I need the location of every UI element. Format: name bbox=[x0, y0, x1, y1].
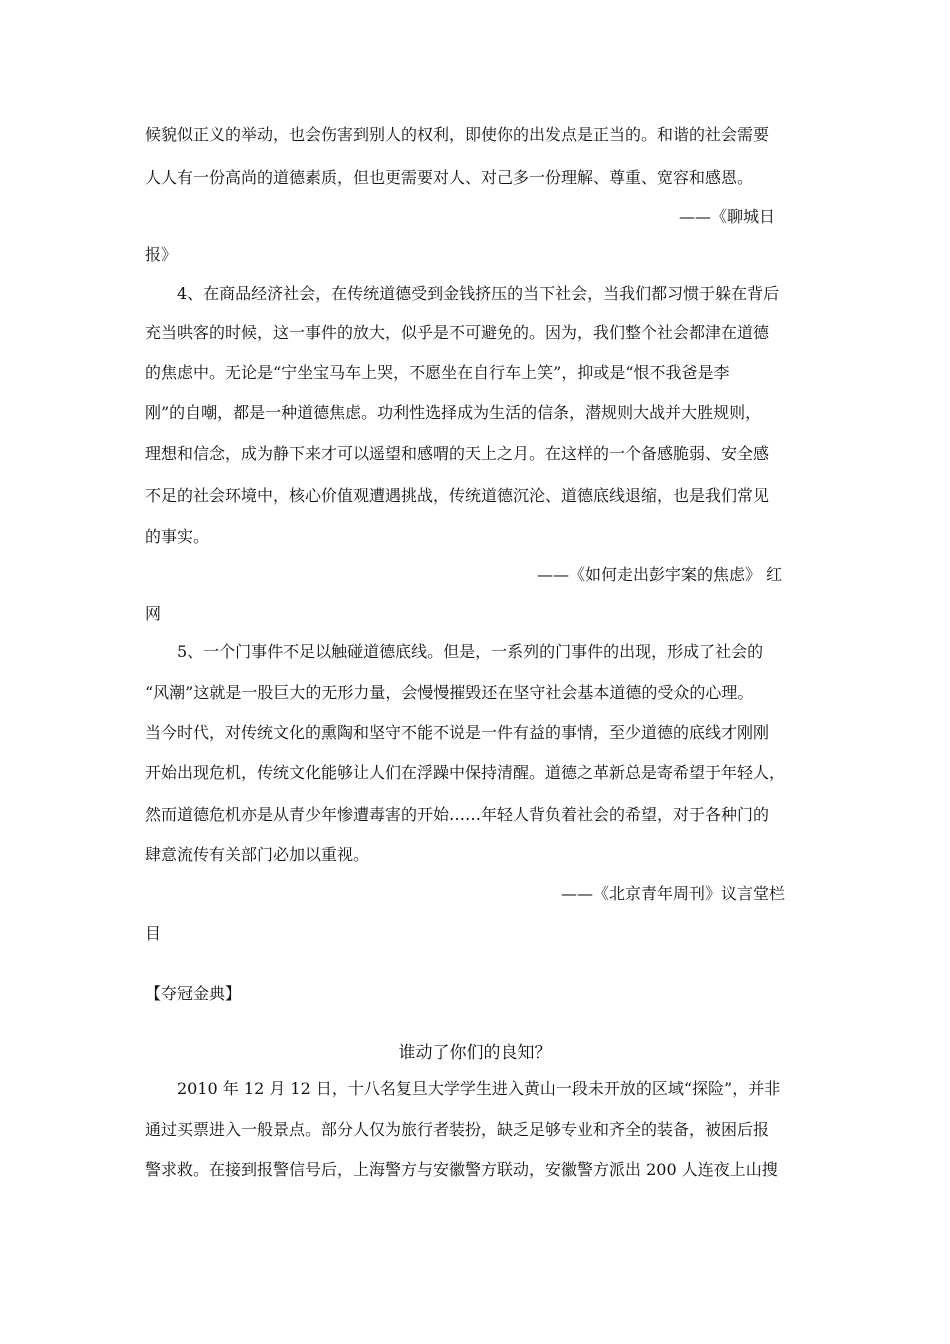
paragraph-line: 刚”的自嘲，都是一种道德焦虑。功利性选择成为生活的信条，潜规则大战并大胜规则， bbox=[145, 403, 762, 422]
paragraph-line: 的焦虑中。无论是“宁坐宝马车上哭，不愿坐在自行车上笑”，抑或是“恨不我爸是李 bbox=[145, 363, 730, 382]
paragraph-line: 2010 年 12 月 12 日，十八名复旦大学学生进入黄山一段未开放的区域“探险”，并非 bbox=[177, 1079, 781, 1098]
paragraph-line: 肆意流传有关部门必加以重视。 bbox=[145, 845, 370, 864]
source-attribution: 目 bbox=[145, 924, 162, 943]
paragraph-line: 开始出现危机，传统文化能够让人们在浮躁中保持清醒。道德之革新总是寄希望于年轻人， bbox=[145, 763, 786, 782]
article-title: 谁动了你们的良知？ bbox=[398, 1043, 552, 1063]
source-attribution: ——《北京青年周刊》议言堂栏 bbox=[561, 884, 786, 903]
source-attribution: 网 bbox=[145, 604, 162, 623]
paragraph-line: 的事实。 bbox=[145, 527, 210, 546]
paragraph-line: 人人有一份高尚的道德素质，但也更需要对人、对己多一份理解、尊重、宽容和感恩。 bbox=[145, 168, 754, 187]
paragraph-line: “风潮”这就是一股巨大的无形力量，会慢慢摧毁还在坚守社会基本道德的受众的心理。 bbox=[145, 683, 754, 702]
section-label: 【夺冠金典】 bbox=[145, 984, 242, 1003]
paragraph-line: 当今时代，对传统文化的熏陶和坚守不能不说是一件有益的事情，至少道德的底线才刚刚 bbox=[145, 723, 770, 742]
paragraph-line: 不足的社会环境中，核心价值观遭遇挑战，传统道德沉沦、道德底线退缩，也是我们常见 bbox=[145, 486, 770, 505]
paragraph-line: 然而道德危机亦是从青少年惨遭毒害的开始……年轻人背负着社会的希望，对于各种门的 bbox=[145, 805, 770, 824]
paragraph-line: 5、一个门事件不足以触碰道德底线。但是，一系列的门事件的出现，形成了社会的 bbox=[177, 642, 764, 661]
paragraph-line: 理想和信念，成为静下来才可以遥望和感喟的天上之月。在这样的一个备感脆弱、安全感 bbox=[145, 444, 770, 463]
paragraph-line: 警求救。在接到报警信号后，上海警方与安徽警方联动，安徽警方派出 200 人连夜上山搜 bbox=[145, 1160, 778, 1179]
paragraph-line: 通过买票进入一般景点。部分人仅为旅行者装扮，缺乏足够专业和齐全的装备，被困后报 bbox=[145, 1120, 770, 1139]
paragraph-line: 4、在商品经济社会，在传统道德受到金钱挤压的当下社会，当我们都习惯于躲在背后 bbox=[177, 284, 780, 303]
paragraph-line: 充当哄客的时候，这一事件的放大，似乎是不可避免的。因为，我们整个社会都津在道德 bbox=[145, 323, 770, 342]
paragraph-line: 候貌似正义的举动，也会伤害到别人的权利，即使你的出发点是正当的。和谐的社会需要 bbox=[145, 125, 770, 144]
source-attribution: 报》 bbox=[145, 245, 178, 264]
source-attribution: ——《聊城日 bbox=[679, 207, 776, 226]
source-attribution: ——《如何走出彭宇案的焦虑》 红 bbox=[537, 565, 783, 584]
